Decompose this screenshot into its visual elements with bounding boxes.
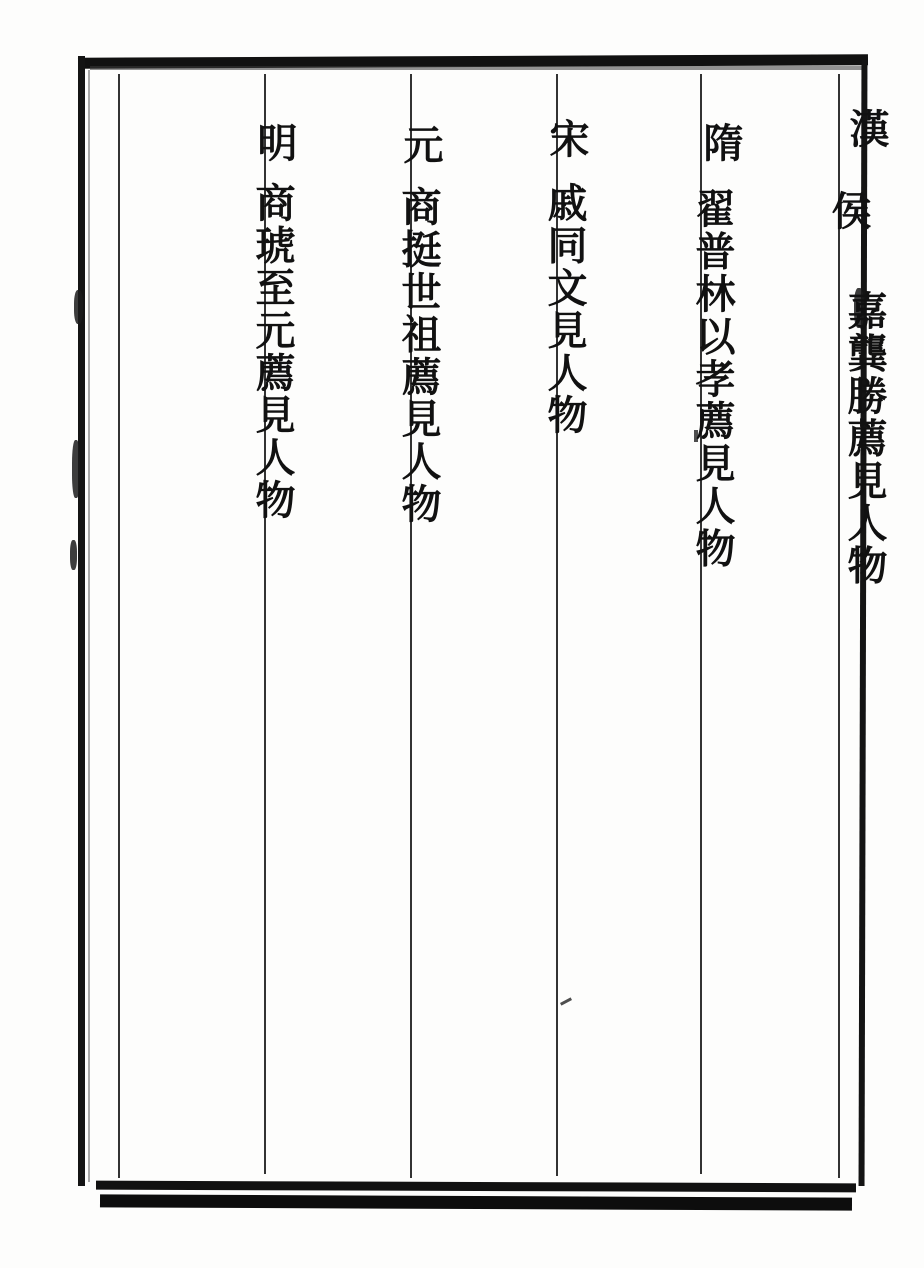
column-rule: [838, 74, 840, 1178]
page-border-top-shadow: [90, 66, 862, 70]
page-border-left-inner: [88, 70, 90, 1182]
column-ming-era-label: 明: [251, 122, 298, 165]
column-han-entry-head: 侯: [825, 190, 872, 233]
ink-tick: [560, 997, 572, 1005]
ink-blotch: [70, 540, 77, 570]
column-song-entry: 戚同文見人物: [541, 182, 588, 437]
column-yuan-era-label: 元: [397, 124, 444, 167]
column-rule: [118, 74, 120, 1178]
ink-blotch: [74, 290, 83, 324]
ink-blotch: [72, 440, 80, 498]
column-yuan-entry: 商挺世祖薦見人物: [395, 186, 442, 526]
page-border-left: [78, 56, 85, 1186]
column-han-entry-body: 嘉龔勝薦見人物: [841, 290, 888, 587]
column-song-era-label: 宋: [543, 118, 590, 161]
column-sui-era-label: 隋: [697, 122, 744, 165]
page-border-bottom: [96, 1181, 856, 1193]
page-border-bottom-second: [100, 1194, 852, 1210]
column-sui-entry: 翟普林以孝薦見人物: [689, 188, 736, 570]
column-han-era-label: 漢: [843, 108, 890, 151]
column-ming-entry: 商琥至元薦見人物: [249, 182, 296, 522]
